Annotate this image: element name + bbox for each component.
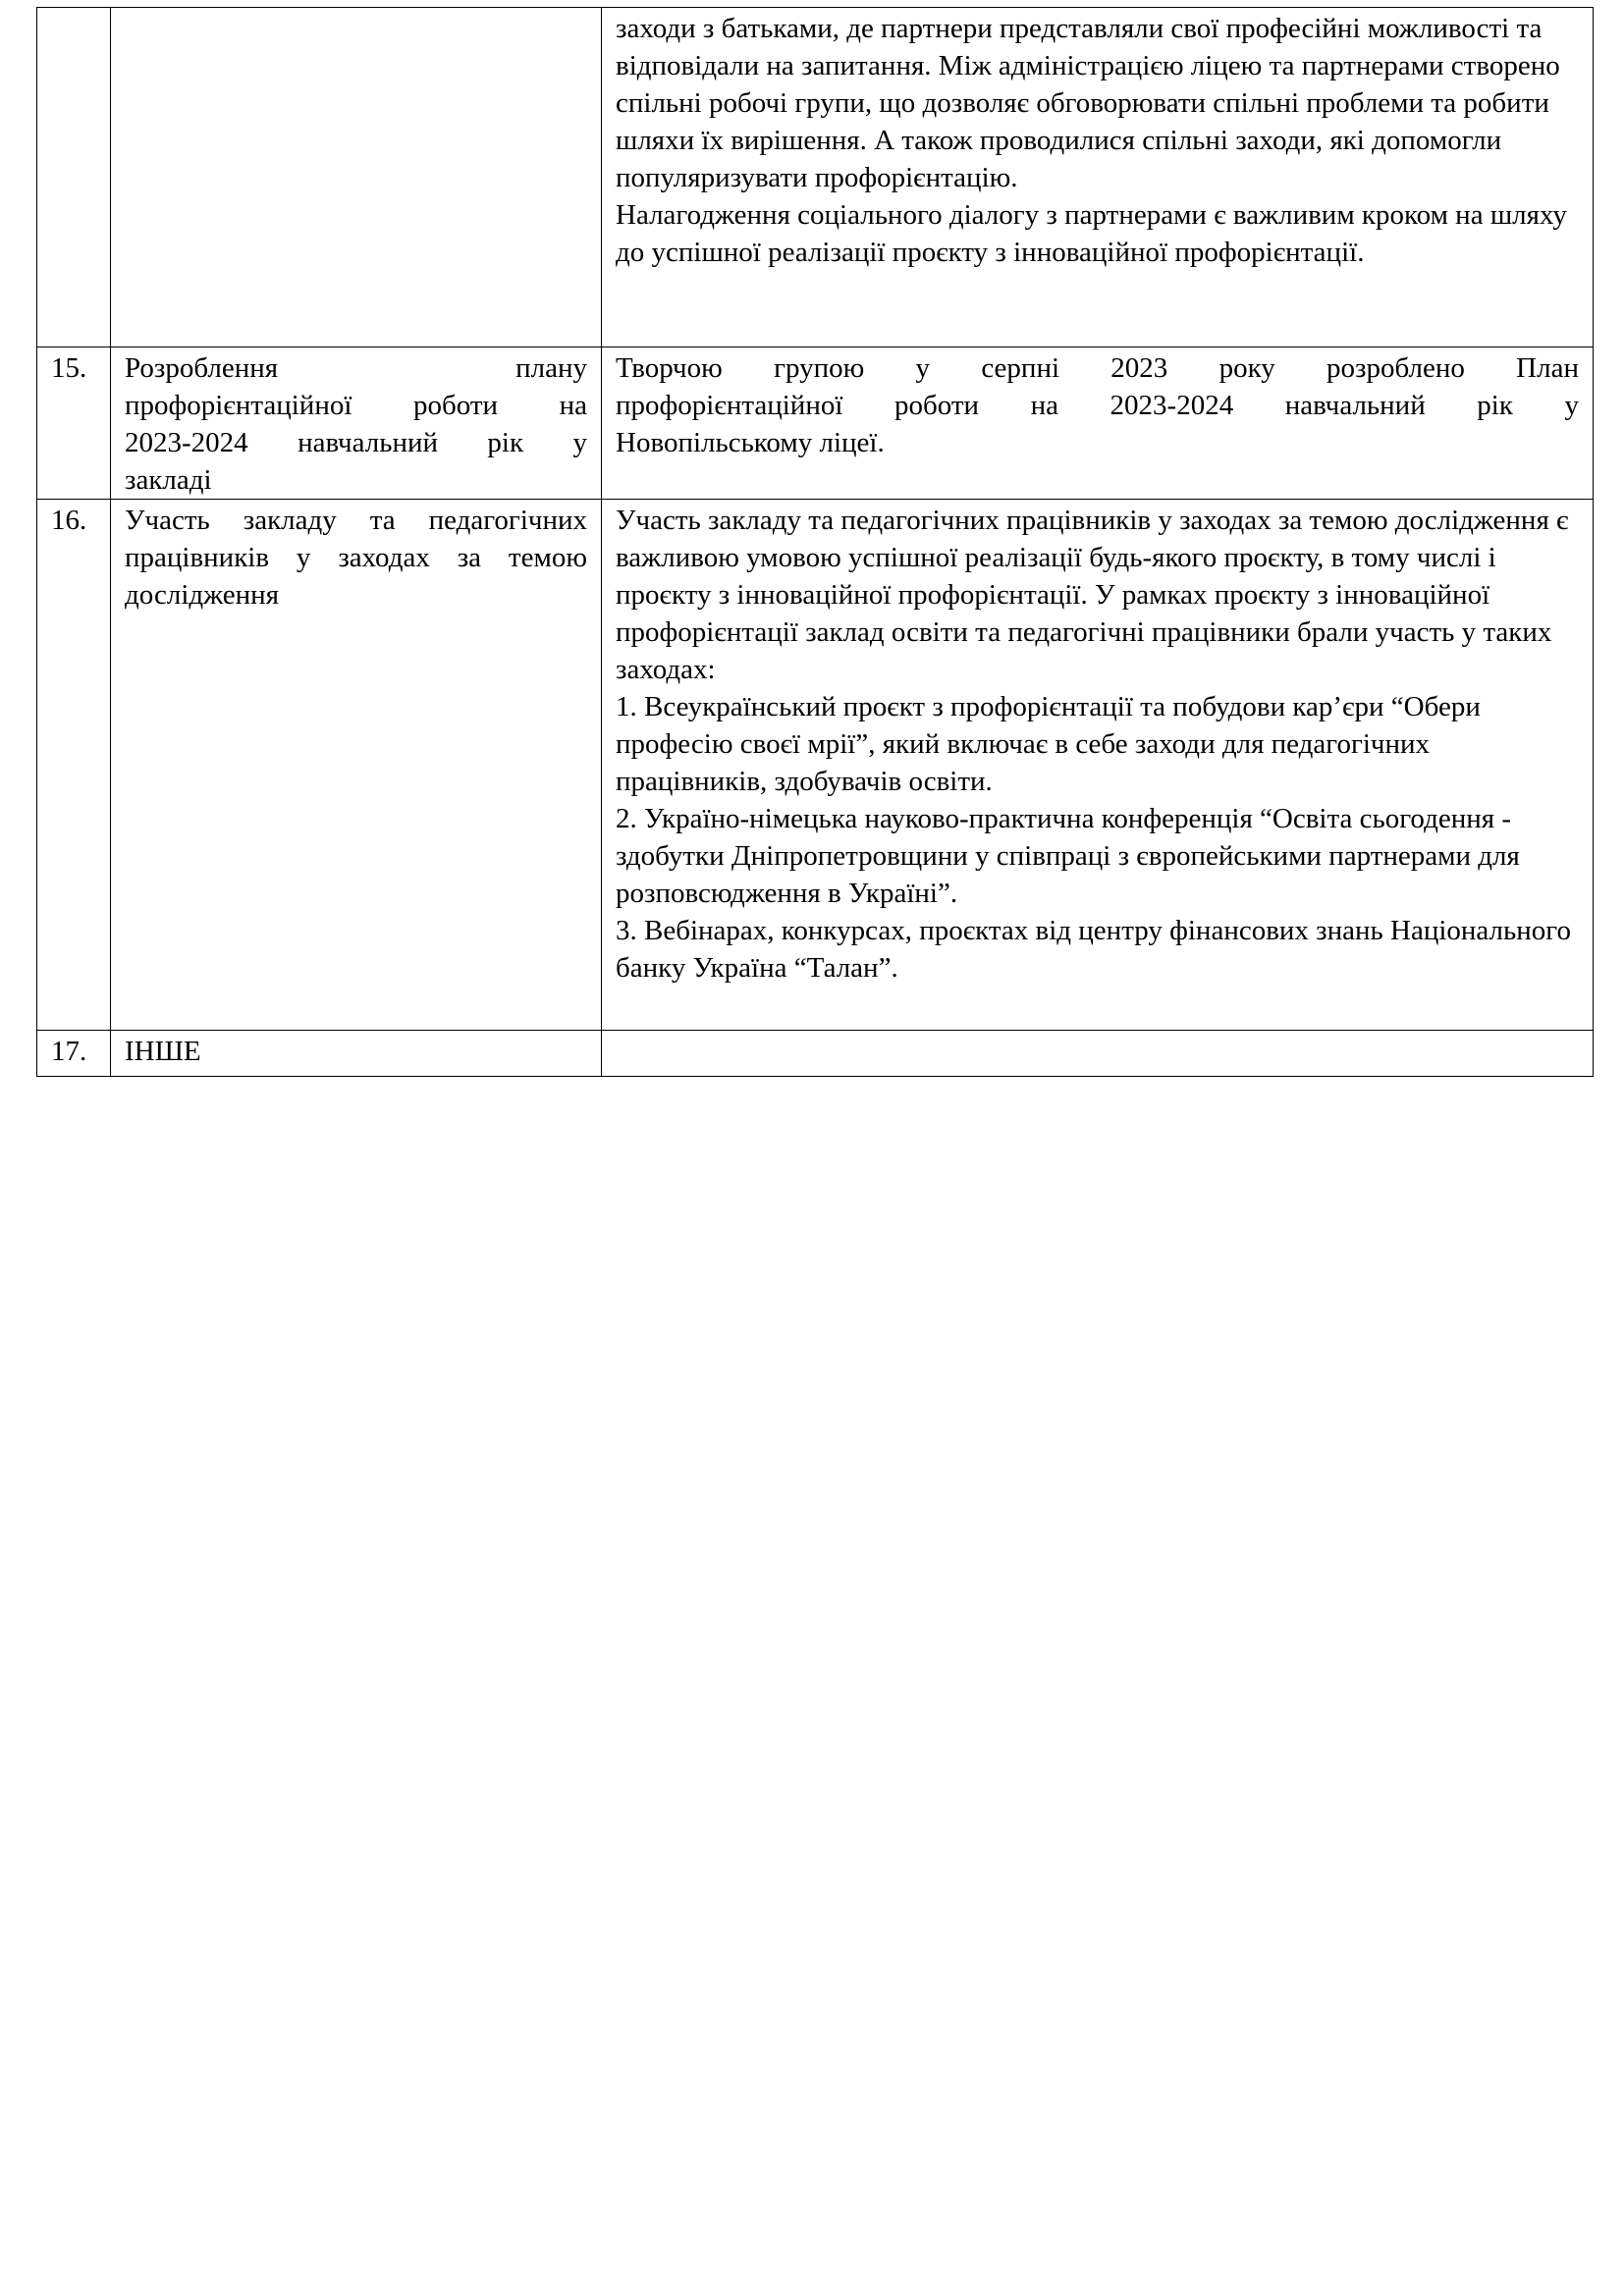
item-cell: ІНШЕ	[111, 1031, 602, 1077]
description-paragraph: Налагодження соціального діалогу з партнерами є важливим кроком на шляху до успішної реалізації проєкту з інноваційної профорієнтації.	[616, 199, 1567, 268]
item-line: працівників у заходах за темою	[125, 542, 587, 573]
item-line: Розроблення плану	[125, 352, 587, 384]
description-cell	[602, 347, 1594, 500]
row-number-cell: 17.	[37, 1031, 111, 1077]
row-number-cell: 15.	[37, 347, 111, 500]
item-line: профорієнтаційної роботи на	[125, 390, 587, 421]
description-line: профорієнтаційної роботи на 2023-2024 навчальний рік у	[616, 390, 1579, 421]
row-number-cell	[37, 8, 111, 347]
item-line: 2023-2024 навчальний рік у	[125, 427, 587, 458]
description-cell	[602, 1031, 1594, 1077]
table-row	[37, 8, 1594, 347]
item-cell	[111, 347, 602, 500]
description-paragraph: Участь закладу та педагогічних працівників у заходах за темою дослідження є важливою умовою успішної реалізації будь-якого проєкту, в тому числі і проєкту з інноваційної профорієнтації. У рамках проєкту з інноваційної профорієнтації заклад освіти та педагогічні працівники брали участь у таких заходах:	[616, 505, 1569, 685]
item-cell	[111, 500, 602, 1031]
table-row	[37, 1031, 1594, 1077]
list-item: 1. Всеукраїнський проєкт з профорієнтації та побудови кар’єри “Обери професію своєї мрії”, який включає в себе заходи для педагогічних працівників, здобувачів освіти.	[616, 691, 1481, 797]
item-cell	[111, 8, 602, 347]
item-line: закладі	[125, 464, 212, 496]
row-number-cell: 16.	[37, 500, 111, 1031]
report-table	[36, 7, 1594, 1077]
list-item: 2. Україно-німецька науково-практична конференція “Освіта сьогодення - здобутки Дніпропетровщини у співпраці з європейськими партнерами для розповсюдження в Україні”.	[616, 803, 1520, 909]
table-row	[37, 347, 1594, 500]
item-line: Участь закладу та педагогічних	[125, 505, 587, 536]
item-line: дослідження	[125, 579, 280, 611]
description-cell	[602, 8, 1594, 347]
description-cell	[602, 500, 1594, 1031]
list-item: 3. Вебінарах, конкурсах, проєктах від центру фінансових знань Національного банку Україна “Талан”.	[616, 915, 1571, 984]
description-line: Новопільському ліцеї.	[616, 427, 885, 458]
description-line: Творчою групою у серпні 2023 року розроблено План	[616, 352, 1579, 384]
table-row	[37, 500, 1594, 1031]
description-paragraph: заходи з батьками, де партнери представляли свої професійні можливості та відповідали на запитання. Між адміністрацією ліцею та партнерами створено спільні робочі групи, що дозволяє обговорювати спільні проблеми та робити шляхи їх вирішення. А також проводилися спільні заходи, які допомогли популяризувати профорієнтацію.	[616, 13, 1560, 193]
